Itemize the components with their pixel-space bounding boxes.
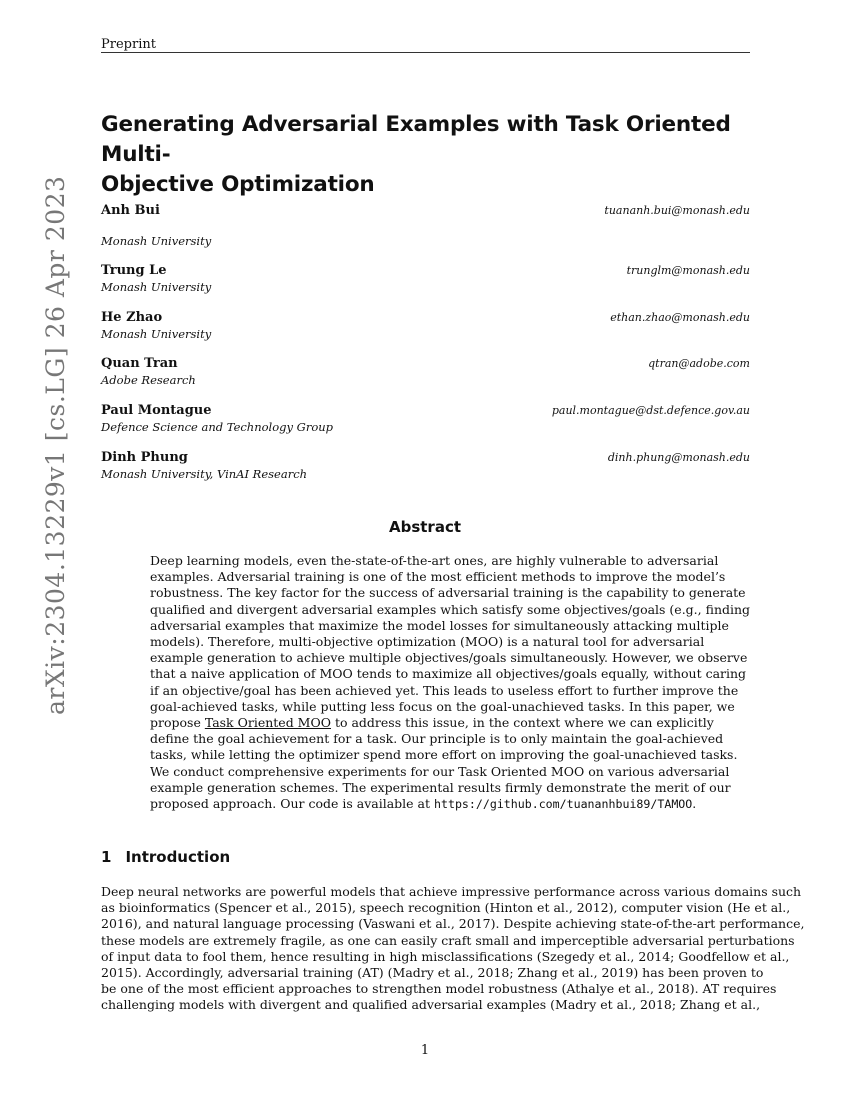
abstract-line: goal-achieved tasks, while putting less focus on the goal-unachieved tasks. In this paper, we [150,698,735,714]
abstract-text: to address this issue, in the context where we can explicitly [330,715,714,731]
intro-line: Deep neural networks are powerful models that achieve impressive performance across various domains such [101,884,802,899]
section-heading [101,848,230,866]
author-affiliation: Monash University [101,234,212,248]
author-affiliation: Monash University [101,327,212,341]
task-oriented-moo-link[interactable]: Task Oriented MOO [204,715,331,731]
author-email[interactable]: trunglm@monash.edu [626,264,750,277]
intro-line: as bioinformatics (Spencer et al., 2015), speech recognition (Hinton et al., 2012), computer vision (He et al., [101,900,791,916]
abstract-line: robustness. The key factor for the success of adversarial training is the capability to generate [150,585,746,601]
abstract-line [150,796,700,812]
section-number: 1 [101,848,112,866]
author-email[interactable]: dinh.phung@monash.edu [607,451,750,464]
author-name: Dinh Phung [101,450,188,465]
author-block-2 [101,263,750,295]
running-header: Preprint [101,37,156,52]
author-name: Anh Bui [101,203,160,218]
intro-line: 2016), and natural language processing (Vaswani et al., 2017). Despite achieving state-of-the-art performance, [101,916,805,932]
author-affiliation: Monash University [101,280,212,294]
abstract-line: Deep learning models, even the-state-of-the-art ones, are highly vulnerable to adversarial [150,553,719,568]
abstract-text: proposed approach. Our code is available at [150,796,434,812]
abstract-line: define the goal achievement for a task. Our principle is to only maintain the goal-achieved [150,731,724,747]
abstract-text: . [692,796,697,812]
abstract-line: example generation schemes. The experimental results firmly demonstrate the merit of our [150,779,731,795]
abstract-line: adversarial examples that maximize the model losses for simultaneously attacking multiple [150,617,729,633]
paper-title [101,110,761,200]
header-rule [101,52,750,53]
abstract-line: if an objective/goal has been achieved yet. This leads to useless effort to further improve the [150,682,739,698]
author-email[interactable]: qtran@adobe.com [648,357,750,370]
author-name: Paul Montague [101,403,212,418]
author-name: Quan Tran [101,356,178,371]
abstract-body [150,553,751,812]
author-block-4 [101,356,750,388]
author-affiliation: Monash University, VinAI Research [101,467,308,481]
intro-line: of input data to fool them, hence resulting in high misclassifications (Szegedy et al., 2014; Goodfellow et al., [101,948,790,964]
author-block-5 [101,403,750,435]
abstract-line: examples. Adversarial training is one of the most efficient methods to improve the model’s [150,569,726,585]
abstract-line: that a naive application of MOO tends to maximize all objectives/goals equally, without caring [150,666,747,682]
abstract-line: models). Therefore, multi-objective optimization (MOO) is a natural tool for adversarial [150,634,705,650]
abstract-line: tasks, while letting the optimizer spend more effort on improving the goal-unachieved tasks. [150,747,738,763]
author-block-1 [101,203,750,249]
intro-line: challenging models with divergent and qualified adversarial examples (Madry et al., 2018; Zhang et al., [101,997,761,1013]
abstract-text: propose [150,715,205,731]
abstract-line: We conduct comprehensive experiments for our Task Oriented MOO on various adversarial [150,763,730,779]
title-line-1: Generating Adversarial Examples with Task Oriented Multi- [101,112,731,167]
arxiv-stamp-text: arXiv:2304.13229v1 [cs.LG] 26 Apr 2023 [41,175,70,715]
abstract-line: qualified and divergent adversarial examples which satisfy some objectives/goals (e.g., finding [150,601,751,617]
abstract-heading: Abstract [388,518,462,536]
author-name: He Zhao [101,310,163,325]
intro-line: these models are extremely fragile, as one can easily craft small and imperceptible adversarial perturbations [101,932,795,948]
page-number: 1 [420,1043,430,1058]
intro-line: be one of the most efficient approaches to strengthen model robustness (Athalye et al., 2018). AT requires [101,981,777,997]
author-affiliation: Adobe Research [101,373,196,387]
abstract-line: example generation to achieve multiple objectives/goals simultaneously. However, we observe [150,650,748,666]
abstract-line [150,715,714,731]
section-title: Introduction [125,848,231,866]
author-email[interactable]: paul.montague@dst.defence.gov.au [551,404,750,417]
code-url-link[interactable]: https://github.com/tuananhbui89/TAMOO [434,797,693,812]
author-block-3 [101,310,750,342]
author-email[interactable]: ethan.zhao@monash.edu [610,311,750,324]
title-line-2: Objective Optimization [101,172,375,197]
author-email[interactable]: tuananh.bui@monash.edu [604,204,750,217]
introduction-body [101,884,805,1014]
author-block-6 [101,450,750,482]
author-name: Trung Le [101,263,167,278]
author-affiliation: Defence Science and Technology Group [101,420,334,434]
intro-line: 2015). Accordingly, adversarial training (AT) (Madry et al., 2018; Zhang et al., 2019) has been proven to [101,965,764,981]
